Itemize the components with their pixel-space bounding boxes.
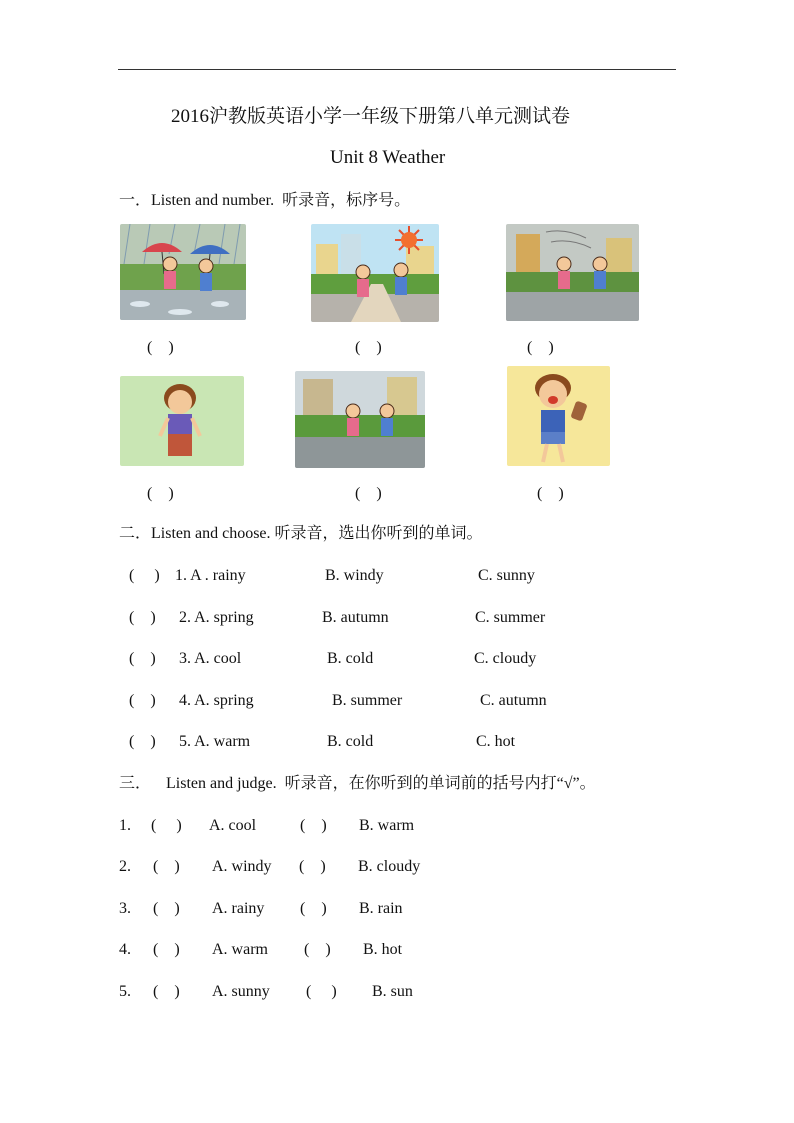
answer-bracket[interactable]: ( ) [129,692,156,709]
option-a: 5. A. warm [179,733,251,750]
section1-heading: 一．Listen and number. 听录音，标序号。 [119,192,411,209]
picture-bracket[interactable]: ( ) [355,339,382,356]
unit-subtitle: Unit 8 Weather [330,147,446,168]
section3-heading-num: 三． [119,775,152,792]
picture-bracket[interactable]: ( ) [527,339,554,356]
judge-option-b: B. warm [359,817,415,834]
option-b: B. cold [327,650,374,667]
sunny-scene-icon [311,224,439,322]
option-a: 2. A. spring [179,609,254,626]
answer-bracket[interactable]: ( ) [129,567,160,584]
answer-bracket[interactable]: ( ) [129,733,156,750]
item-number: 3. [119,900,131,917]
judge-bracket-b[interactable]: ( ) [304,941,331,958]
option-c: C. autumn [480,692,547,709]
option-b: B. windy [325,567,384,584]
option-a: 4. A. spring [179,692,254,709]
rainy-scene-icon [120,224,246,320]
judge-bracket-b[interactable]: ( ) [299,858,326,875]
hot-boy-icon [507,366,610,466]
option-c: C. cloudy [474,650,537,667]
header-rule [118,69,676,70]
judge-option-b: B. sun [372,983,413,1000]
judge-option-a: A. warm [212,941,268,958]
judge-bracket-b[interactable]: ( ) [300,900,327,917]
section3-heading: Listen and judge. 听录音，在你听到的单词前的括号内打“√”。 [166,775,596,792]
option-c: C. summer [475,609,546,626]
picture-bracket[interactable]: ( ) [147,339,174,356]
option-b: B. summer [332,692,403,709]
option-a: 1. A . rainy [175,567,246,584]
judge-bracket-a[interactable]: ( ) [153,983,180,1000]
option-c: C. sunny [478,567,535,584]
judge-bracket-a[interactable]: ( ) [153,858,180,875]
judge-bracket-a[interactable]: ( ) [153,900,180,917]
picture-bracket[interactable]: ( ) [537,485,564,502]
item-number: 4. [119,941,131,958]
option-b: B. autumn [322,609,389,626]
option-a: 3. A. cool [179,650,242,667]
judge-option-b: B. rain [359,900,403,917]
judge-bracket-a[interactable]: ( ) [153,941,180,958]
judge-bracket-a[interactable]: ( ) [151,817,182,834]
judge-option-a: A. windy [212,858,272,875]
judge-option-a: A. sunny [212,983,270,1000]
item-number: 2. [119,858,131,875]
cloudy-scene-icon [295,371,425,468]
option-b: B. cold [327,733,374,750]
judge-bracket-b[interactable]: ( ) [306,983,337,1000]
picture-bracket[interactable]: ( ) [355,485,382,502]
windy-scene-icon [506,224,639,321]
picture-bracket[interactable]: ( ) [147,485,174,502]
item-number: 1. [119,817,131,834]
section2-heading: 二．Listen and choose. 听录音，选出你听到的单词。 [119,525,483,542]
answer-bracket[interactable]: ( ) [129,609,156,626]
judge-option-a: A. rainy [212,900,265,917]
option-c: C. hot [476,733,516,750]
cold-boy-icon [120,376,244,466]
answer-bracket[interactable]: ( ) [129,650,156,667]
judge-bracket-b[interactable]: ( ) [300,817,327,834]
page-title: 2016沪教版英语小学一年级下册第八单元测试卷 [171,106,571,127]
item-number: 5. [119,983,131,1000]
judge-option-b: B. cloudy [358,858,421,875]
judge-option-b: B. hot [363,941,403,958]
judge-option-a: A. cool [209,817,257,834]
